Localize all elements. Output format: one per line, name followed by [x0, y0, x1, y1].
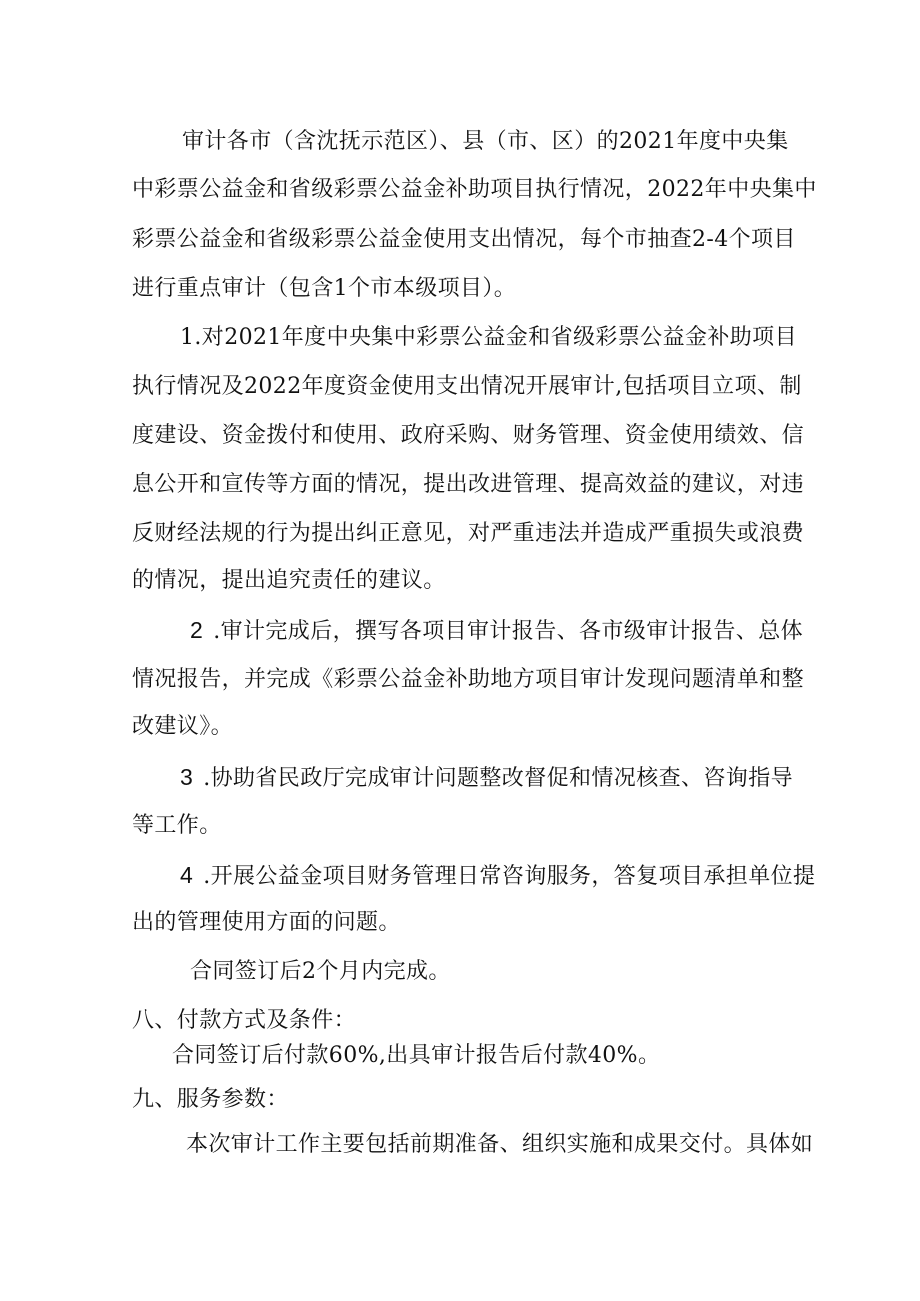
item2-line-1 — [190, 616, 803, 646]
section8-heading: 八、付款方式及条件： — [132, 1008, 357, 1033]
item2-number: 2 — [190, 617, 204, 643]
completion-text: 合同签订后2个月内完成。 — [190, 959, 451, 984]
item1-line-6: 的情况，提出追究责任的建议。 — [132, 568, 446, 593]
item4-line-2: 出的管理使用方面的问题。 — [132, 910, 401, 935]
item1-line-1: 1.对2021年度中央集中彩票公益金和省级彩票公益金补助项目 — [180, 325, 797, 350]
item2-line-2: 情况报告，并完成《彩票公益金补助地方项目审计发现问题清单和整 — [132, 667, 805, 692]
intro-line-4: 进行重点审计（包含1个市本级项目）。 — [132, 276, 517, 301]
item3-line-1 — [180, 763, 793, 793]
item3-number: 3 — [180, 764, 194, 790]
item2-line-3: 改建议》。 — [132, 714, 234, 739]
section8-text: 合同签订后付款60%,出具审计报告后付款40%。 — [172, 1043, 661, 1068]
intro-line-3: 彩票公益金和省级彩票公益金使用支出情况，每个市抽查2-4个项目 — [132, 227, 796, 252]
item1-line-4: 息公开和宣传等方面的情况，提出改进管理、提高效益的建议，对违 — [132, 472, 805, 497]
item3-line-2: 等工作。 — [132, 813, 222, 838]
item4-number: 4 — [180, 862, 194, 888]
item1-line-2: 执行情况及2022年度资金使用支出情况开展审计,包括项目立项、制 — [132, 374, 802, 399]
section9-heading: 九、服务参数： — [132, 1087, 289, 1112]
section9-text: 本次审计工作主要包括前期准备、组织实施和成果交付。具体如 — [186, 1132, 814, 1157]
item1-line-5: 反财经法规的行为提出纠正意见，对严重违法并造成严重损失或浪费 — [132, 521, 805, 546]
item2-text-1: .审计完成后，撰写各项目审计报告、各市级审计报告、总体 — [213, 619, 803, 644]
intro-line-2: 中彩票公益金和省级彩票公益金补助项目执行情况，2022年中央集中 — [132, 177, 817, 202]
intro-line-1: 审计各市（含沈抚示范区）、县（市、区）的2021年度中央集 — [182, 129, 789, 154]
item4-line-1 — [180, 861, 815, 891]
item4-text-1: .开展公益金项目财务管理日常咨询服务，答复项目承担单位提 — [203, 864, 816, 889]
item1-line-3: 度建设、资金拨付和使用、政府采购、财务管理、资金使用绩效、信 — [132, 423, 805, 448]
item3-text-1: .协助省民政厅完成审计问题整改督促和情况核查、咨询指导 — [203, 766, 793, 791]
